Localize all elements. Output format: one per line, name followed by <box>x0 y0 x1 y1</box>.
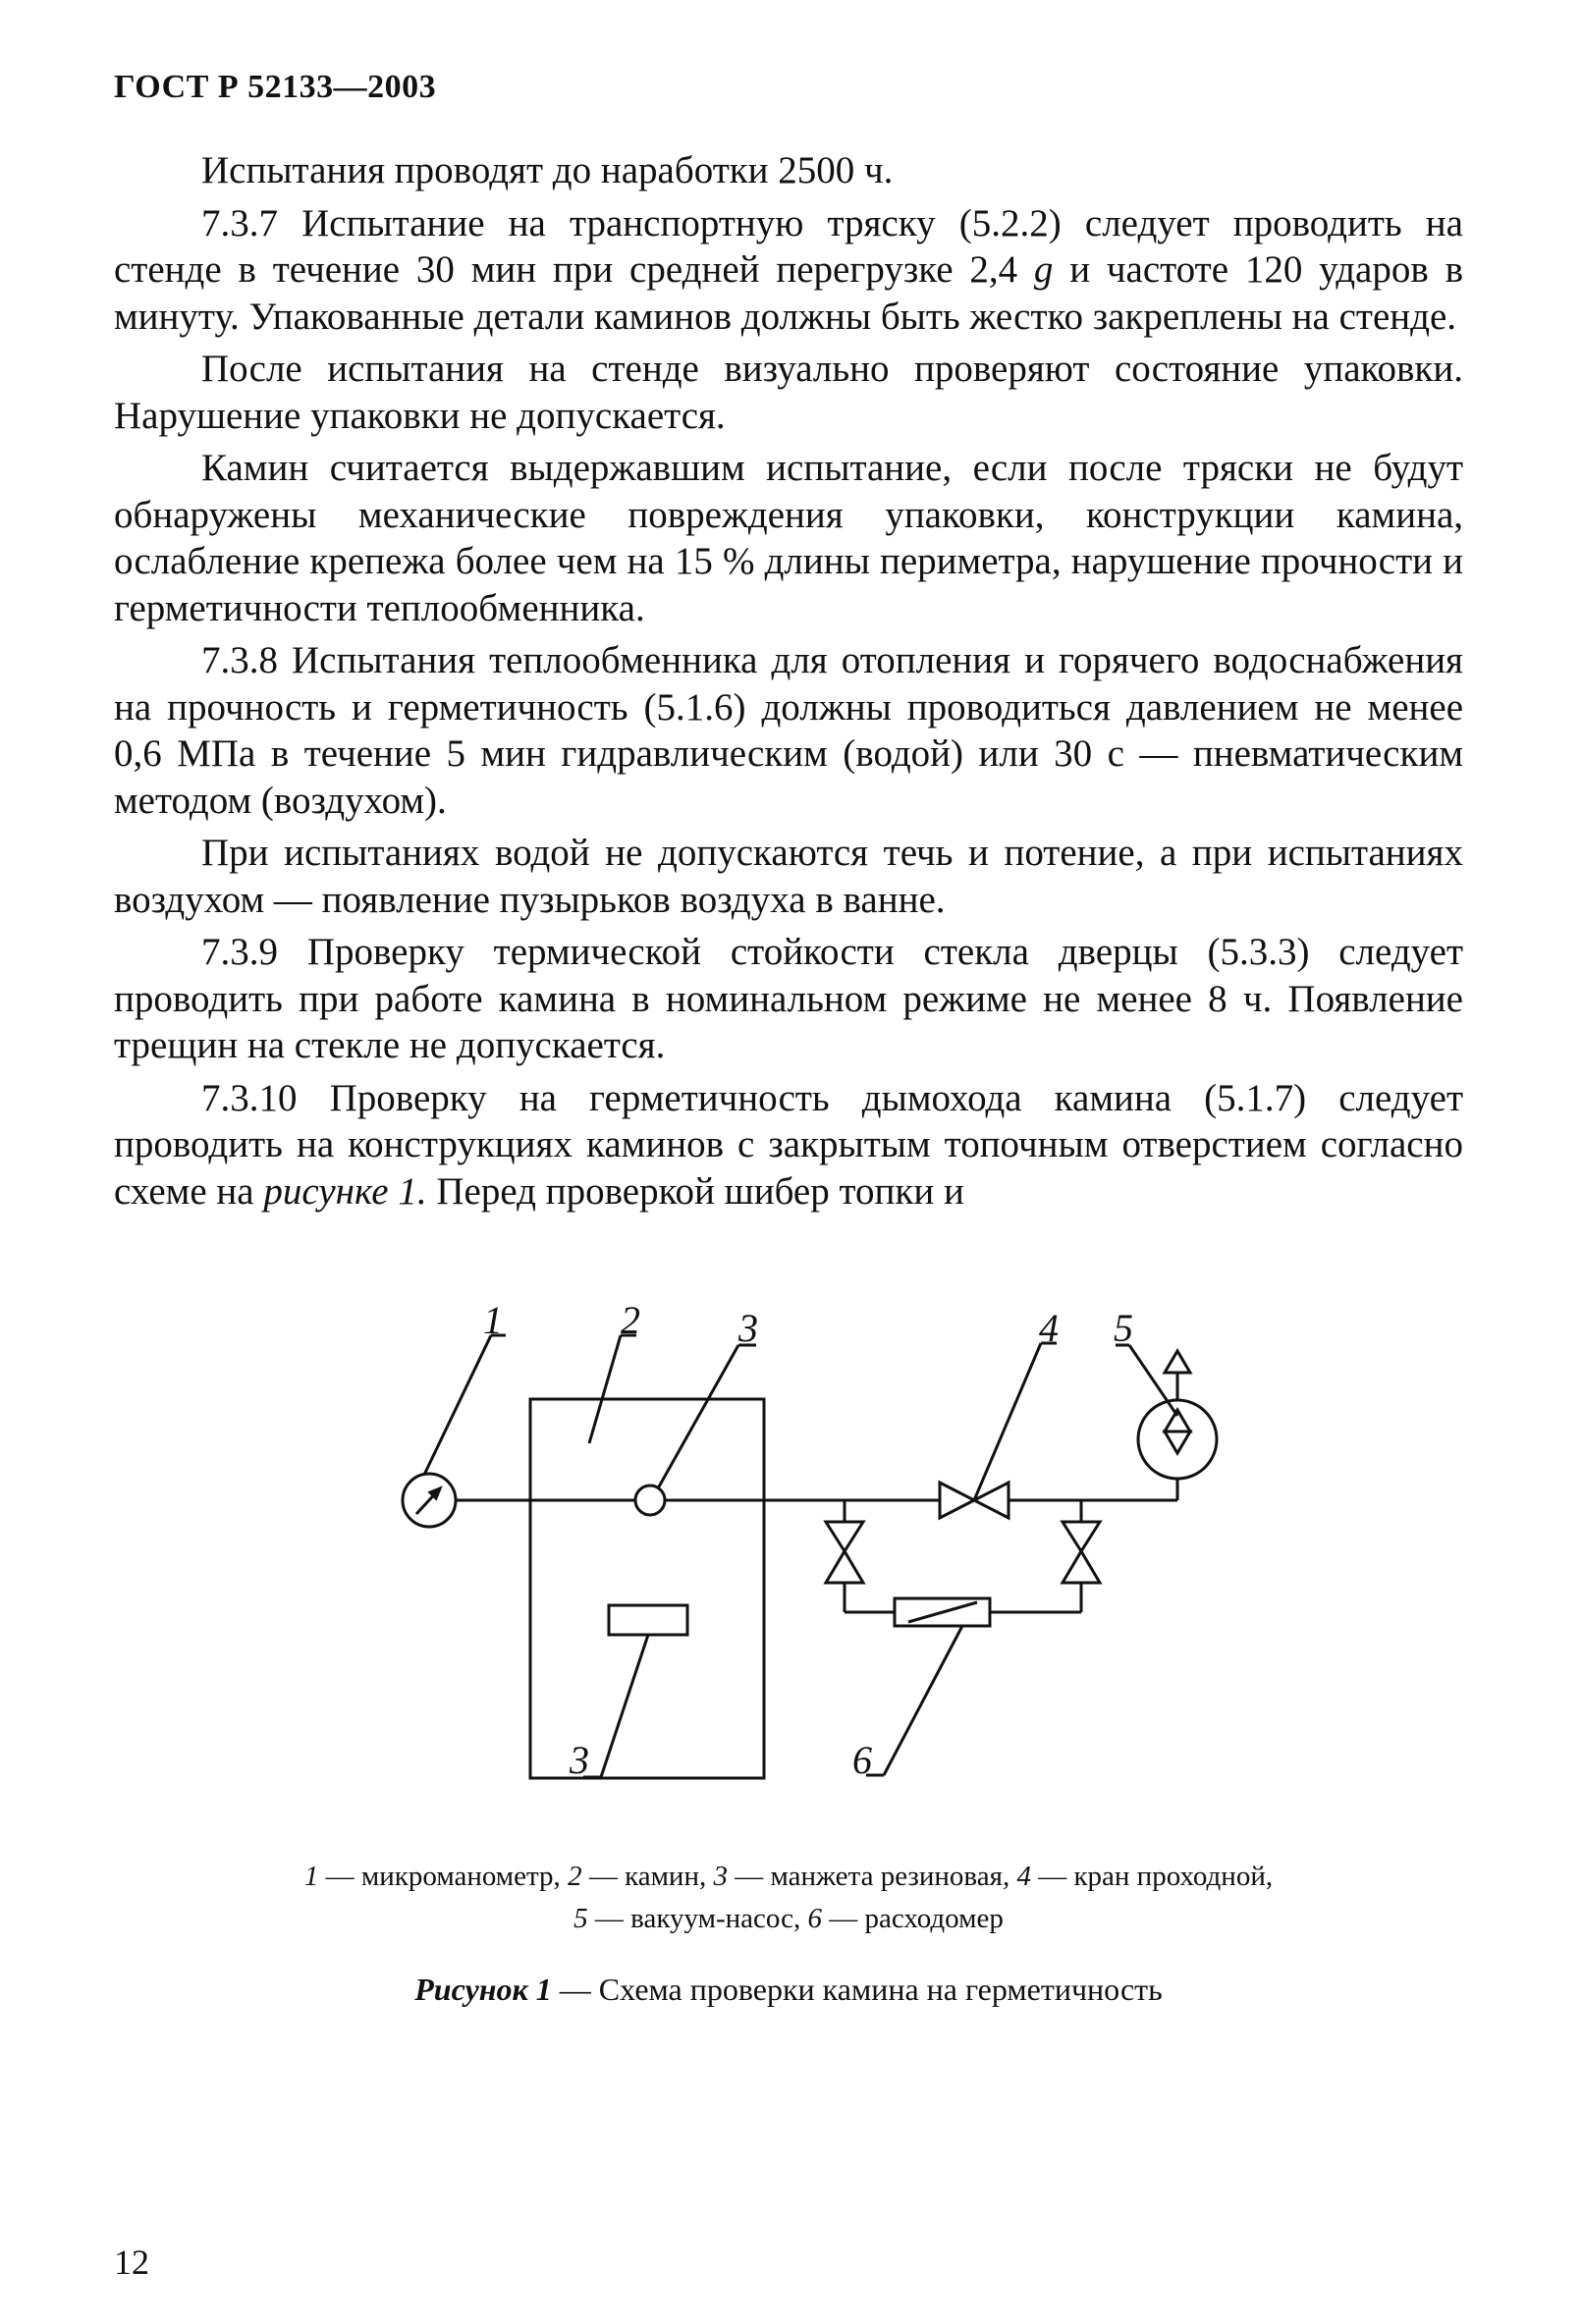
figure-label-6: 6 <box>852 1738 872 1782</box>
text-run: 7.3.7 Испытание на транспортную тряску (5.2.2) следует проводить на стенде в течение 30 мин при средней перегрузке 2,4 <box>114 201 1463 291</box>
rubber-cuff-lower <box>609 1605 687 1635</box>
text-run: Перед проверкой шибер топки и <box>426 1169 964 1213</box>
figure-label-5: 5 <box>1114 1306 1133 1350</box>
legend-text: — кран проходной, <box>1030 1861 1274 1892</box>
pass-valve-symbol <box>940 1483 974 1518</box>
legend-number: 2 <box>568 1861 582 1892</box>
legend-number: 5 <box>573 1903 588 1934</box>
figure-label-1: 1 <box>483 1306 503 1342</box>
italic-text: g <box>1033 248 1054 291</box>
figure-label-3-upper: 3 <box>738 1306 758 1350</box>
caption-label: Рисунок 1 <box>414 1972 552 2007</box>
legend-text: — расходомер <box>821 1903 1004 1934</box>
rubber-cuff-upper <box>635 1486 665 1515</box>
paragraph <box>114 1075 1463 1216</box>
legend-number: 4 <box>1016 1861 1031 1892</box>
paragraph <box>114 637 1463 824</box>
legend-text: — камин, <box>581 1861 714 1892</box>
text-run: и частоте 120 ударов в минуту. Упакованные детали каминов должны быть жестко закреплены на стенде. <box>114 248 1463 338</box>
paragraph <box>114 200 1463 341</box>
figure-label-2: 2 <box>621 1306 640 1342</box>
paragraph <box>114 346 1463 439</box>
text-run: Камин считается выдержавшим испытание, если после тряски не будут обнаружены механические повреждения упаковки, конструкции камина, ослабление крепежа более чем на 15 % длины периметра, нарушение прочности и герметичности теплообменника. <box>114 447 1463 629</box>
paragraph <box>114 830 1463 923</box>
legend-text: — манжета резиновая, <box>727 1861 1017 1892</box>
figure-label-4: 4 <box>1039 1306 1059 1350</box>
text-run: 7.3.8 Испытания теплообменника для отопления и горячего водоснабжения на прочность и герметичность (5.1.6) должны проводиться давлением не менее 0,6 МПа в течение 5 мин гидравлическим (водой) или 30 с — пневматическим методом (воздухом). <box>114 639 1463 822</box>
page-number: 12 <box>114 2243 149 2282</box>
paragraph <box>114 445 1463 631</box>
legend-number: 6 <box>807 1903 822 1934</box>
legend-text: — вакуум-насос, <box>587 1903 808 1934</box>
figure-label-3-lower: 3 <box>570 1738 589 1782</box>
text-run: 7.3.10 Проверку на герметичность дымохода камина (5.1.7) следует проводить на конструкциях каминов с закрытым топочным отверстием согласно схеме на <box>114 1076 1463 1213</box>
figure-caption <box>114 1972 1463 2008</box>
text-run: При испытаниях водой не допускаются течь и потение, а при испытаниях воздухом — появление пузырьков воздуха в ванне. <box>114 832 1463 921</box>
legend-line-1 <box>114 1856 1463 1898</box>
legend-number: 3 <box>713 1861 728 1892</box>
figure-legend <box>114 1856 1463 1940</box>
text-run: Испытания проводят до наработки 2500 ч. <box>201 149 894 191</box>
legend-number: 1 <box>303 1861 319 1892</box>
standard-header: ГОСТ Р 52133—2003 <box>114 69 437 105</box>
italic-text: рисунке 1. <box>263 1169 427 1213</box>
text-run: 7.3.9 Проверку термической стойкости стекла дверцы (5.3.3) следует проводить при работе камина в номинальном режиме не менее 8 ч. Появление трещин на стекле не допускается. <box>114 931 1463 1066</box>
legend-text: — микроманометр, <box>318 1861 569 1892</box>
fireplace-box <box>530 1399 764 1778</box>
paragraph <box>114 147 1463 194</box>
figure-1-diagram <box>373 1306 1257 1836</box>
text-run: После испытания на стенде визуально проверяют состояние упаковки. Нарушение упаковки не допускается. <box>114 348 1463 437</box>
legend-line-2 <box>114 1898 1463 1940</box>
paragraph <box>114 929 1463 1069</box>
body-text <box>114 147 1463 1220</box>
caption-text: — Схема проверки камина на герметичность <box>551 1972 1163 2007</box>
